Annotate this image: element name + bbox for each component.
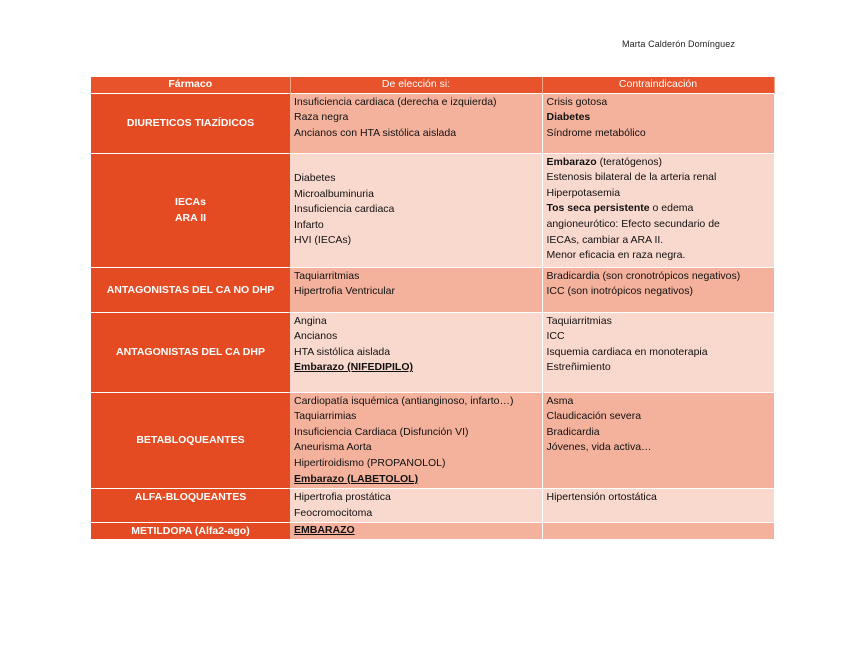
header-contraindication: Contraindicación [542,77,774,93]
indication-item: Feocromocitoma [294,506,373,519]
indication-item: Taquiarritmias [294,269,360,282]
contraindication-item: Estreñimiento [546,361,611,374]
drug-name-cell [91,523,290,540]
indication-cell [290,489,542,523]
drug-name-cell [91,489,290,523]
contraindication-item: Isquemia cardiaca en monoterapia [546,345,708,358]
drug-name-cell [91,153,290,267]
contraindication-detail: (teratógenos) [596,155,663,168]
author-name: Marta Calderón Domínguez [622,39,735,49]
contraindication-emphasis: Embarazo [546,155,597,168]
indication-item: Diabetes [294,172,336,185]
table-row [91,267,774,312]
contraindication-cell [542,523,774,540]
indication-item: Insuficiencia cardiaca (derecha e izquierda) [294,95,497,108]
indication-item: Embarazo (NIFEDIPILO) [294,361,414,374]
contraindication-item: Claudicación severa [546,410,642,423]
indication-item: HTA sistólica aislada [294,345,391,358]
contraindication-cell [542,312,774,392]
indication-item: Embarazo (LABETOLOL) [294,472,419,485]
drug-name-cell [91,267,290,312]
contraindication-item: Jóvenes, vida activa… [546,441,652,454]
indication-cell [290,312,542,392]
indication-item: Aneurisma Aorta [294,441,372,454]
contraindication-item: Diabetes [546,111,591,124]
drug-name: ARA II [174,212,207,225]
drug-name: ANTAGONISTAS DEL CA DHP [116,346,265,359]
indication-cell [290,392,542,489]
drug-name: ALFA-BLOQUEANTES [134,491,247,504]
contraindication-cell [542,489,774,523]
indication-item: Cardiopatía isquémica (antianginoso, infarto…) [294,394,514,407]
contraindication-cell [542,93,774,153]
contraindication-cell [542,392,774,489]
indication-item: Insuficiencia Cardiaca (Disfunción VI) [294,425,469,438]
drug-name-cell [91,312,290,392]
indication-item: Taquiarrimias [294,410,357,423]
drug-name: METILDOPA (Alfa2-ago) [131,525,250,538]
indication-cell [290,93,542,153]
indication-item: EMBARAZO [294,524,355,537]
table-row [91,523,774,540]
indication-cell [290,267,542,312]
contraindication-item: Taquiarritmias [546,314,612,327]
indication-item: Hipertrofia prostática [294,491,391,504]
indication-item: HVI (IECAs) [294,234,352,247]
contraindication-item: Bradicardia [546,425,600,438]
indication-cell [290,153,542,267]
table-header-row [91,77,774,93]
contraindication-cell [542,153,774,267]
contraindication-item: Síndrome metabólico [546,126,646,139]
table-row [91,489,774,523]
indication-item: Insuficiencia cardiaca [294,203,395,216]
indication-item: Ancianos con HTA sistólica aislada [294,126,457,139]
contraindication-item: Hiperpotasemia [546,186,621,199]
contraindication-item: Bradicardia (son cronotrópicos negativos) [546,269,741,282]
drug-name-cell [91,93,290,153]
table-row [91,392,774,489]
contraindication-item: Estenosis bilateral de la arteria renal [546,171,717,184]
contraindication-item: Hipertensión ortostática [546,491,657,504]
indication-item: Microalbuminuria [294,187,374,200]
indication-item: Hipertrofia Ventricular [294,285,395,298]
table-row [91,153,774,267]
drug-name: BETABLOQUEANTES [136,434,245,447]
drug-name: IECAs [175,196,206,209]
header-indication: De elección si: [290,77,542,93]
contraindication-cell [542,267,774,312]
table-row [91,93,774,153]
contraindication-item: angioneurótico: Efecto secundario de [546,217,720,230]
contraindication-item: Asma [546,394,574,407]
contraindication-emphasis: Tos seca persistente [546,202,650,215]
contraindication-item: ICC (son inotrópicos negativos) [546,285,693,298]
contraindication-item: IECAs, cambiar a ARA II. [546,233,664,246]
indication-item: Angina [294,314,327,327]
indication-item: Raza negra [294,111,349,124]
drug-name-cell [91,392,290,489]
contraindication-detail: o edema [649,202,694,215]
drug-name: ANTAGONISTAS DEL CA NO DHP [106,283,275,296]
table-row [91,312,774,392]
contraindication-item [547,201,775,217]
indication-item: Hipertiroidismo (PROPANOLOL) [294,456,446,469]
contraindication-item: ICC [546,330,565,343]
indication-item: Ancianos [294,330,338,343]
indication-item: Infarto [294,218,324,231]
contraindication-item [547,155,775,171]
header-drug: Fármaco [91,77,290,93]
indication-cell [290,523,542,540]
antihypertensive-drug-table [91,77,775,539]
contraindication-item: Menor eficacia en raza negra. [546,249,686,262]
contraindication-item: Crisis gotosa [546,95,608,108]
drug-name: DIURETICOS TIAZÍDICOS [126,117,255,130]
